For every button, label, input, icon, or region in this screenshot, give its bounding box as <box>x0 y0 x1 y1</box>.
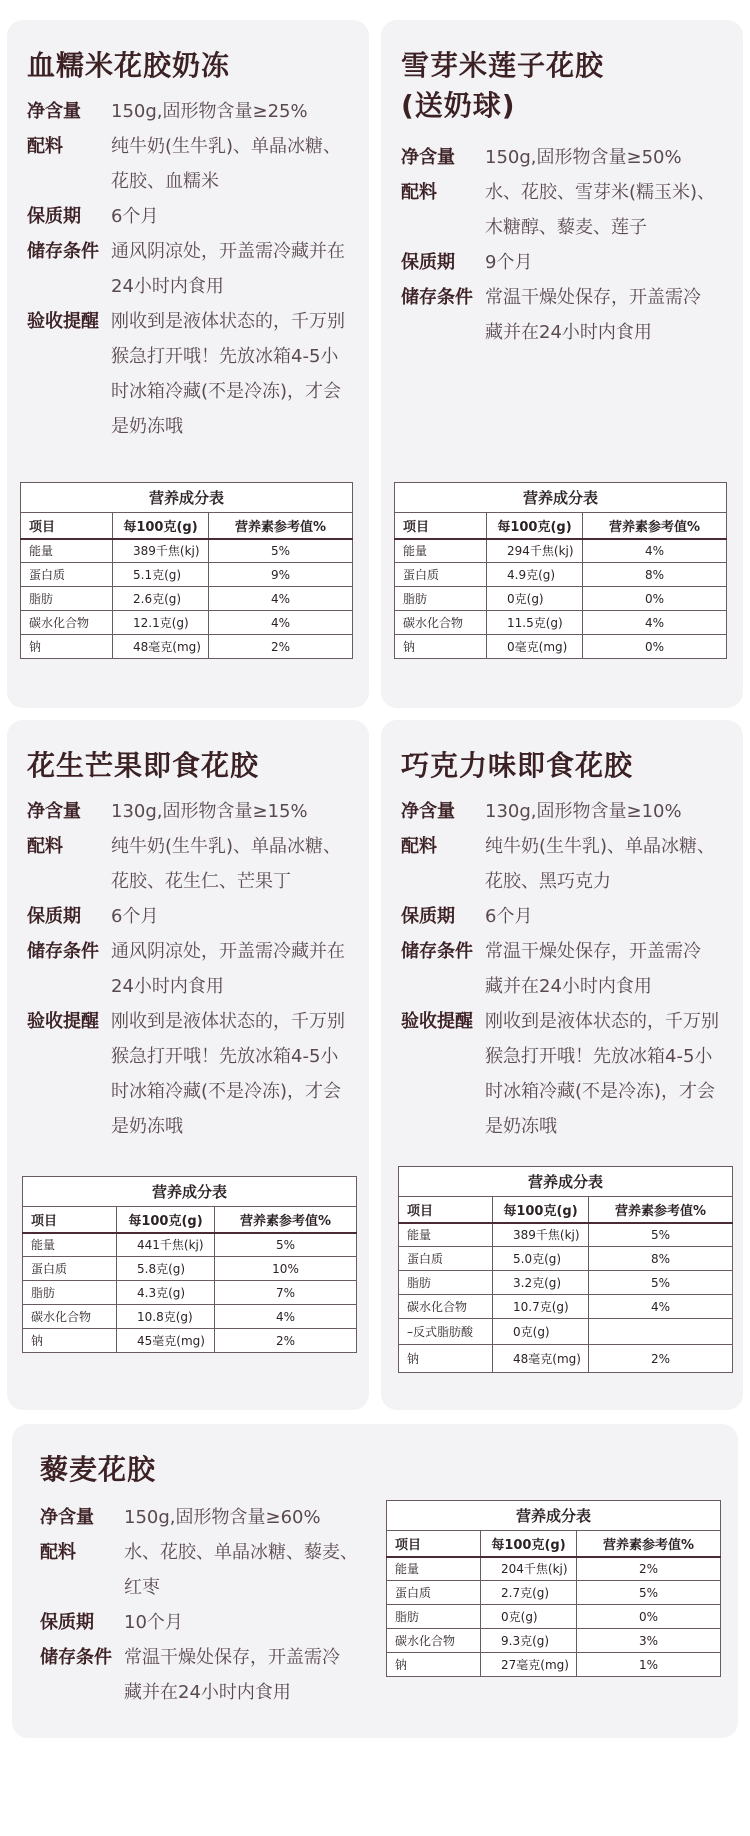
shelf-value: 6个月 <box>111 206 159 227</box>
col-per100g: 每100克(g) <box>117 1207 215 1233</box>
nutrition-table <box>386 1500 721 1677</box>
storage-label: 储存条件 <box>27 941 99 962</box>
col-nrv: 营养素参考值% <box>209 513 353 539</box>
col-item: 项目 <box>399 1197 493 1223</box>
table-row: 钠 45毫克(mg) 2% <box>23 1329 357 1353</box>
table-row: 钠 48毫克(mg) 2% <box>21 635 353 659</box>
reminder-label: 验收提醒 <box>401 1011 473 1032</box>
product-title: 花生芒果即食花胶 <box>27 749 260 782</box>
shelf-value: 6个月 <box>111 906 159 927</box>
ingredients-label: 配料 <box>401 182 437 203</box>
table-row: 碳水化合物 12.1克(g) 4% <box>21 611 353 635</box>
ingredients-value: 水、花胶、单晶冰糖、藜麦、 红枣 <box>124 1542 358 1598</box>
col-per100g: 每100克(g) <box>493 1197 589 1223</box>
table-row: 钠 48毫克(mg) 2% <box>399 1345 733 1373</box>
reminder-label: 验收提醒 <box>27 311 99 332</box>
table-row: 钠 27毫克(mg) 1% <box>387 1653 721 1677</box>
net-value: 150g,固形物含量≥50% <box>485 147 682 168</box>
table-row: 脂肪 4.3克(g) 7% <box>23 1281 357 1305</box>
reminder-value: 刚收到是液体状态的，千万别 猴急打开哦！先放冰箱4-5小 时冰箱冷藏(不是冷冻)，才会 是奶冻哦 <box>111 1011 345 1137</box>
nutrition-caption: 营养成分表 <box>399 1167 733 1197</box>
col-nrv: 营养素参考值% <box>589 1197 733 1223</box>
col-nrv: 营养素参考值% <box>215 1207 357 1233</box>
storage-value: 通风阴凉处，开盖需冷藏并在 24小时内食用 <box>111 241 345 297</box>
table-row: 脂肪 2.6克(g) 4% <box>21 587 353 611</box>
net-label: 净含量 <box>27 101 81 122</box>
product-title: 巧克力味即食花胶 <box>401 749 634 782</box>
product-title: 藜麦花胶 <box>40 1453 157 1486</box>
shelf-value: 10个月 <box>124 1612 183 1633</box>
table-row: 能量 204千焦(kj) 2% <box>387 1557 721 1581</box>
storage-value: 通风阴凉处，开盖需冷藏并在 24小时内食用 <box>111 941 345 997</box>
table-row: 能量 389千焦(kj) 5% <box>399 1223 733 1247</box>
col-item: 项目 <box>23 1207 117 1233</box>
storage-label: 储存条件 <box>401 941 473 962</box>
table-row: 能量 441千焦(kj) 5% <box>23 1233 357 1257</box>
nutrition-caption: 营养成分表 <box>21 483 353 513</box>
nutrition-table <box>20 482 353 659</box>
shelf-label: 保质期 <box>27 906 81 927</box>
reminder-value: 刚收到是液体状态的，千万别 猴急打开哦！先放冰箱4-5小 时冰箱冷藏(不是冷冻)，才会 是奶冻哦 <box>485 1011 719 1137</box>
shelf-label: 保质期 <box>40 1612 94 1633</box>
table-row: 脂肪 0克(g) 0% <box>395 587 727 611</box>
table-row: 蛋白质 5.0克(g) 8% <box>399 1247 733 1271</box>
net-value: 150g,固形物含量≥60% <box>124 1507 321 1528</box>
storage-label: 储存条件 <box>27 241 99 262</box>
net-label: 净含量 <box>40 1507 94 1528</box>
table-row: 碳水化合物 10.8克(g) 4% <box>23 1305 357 1329</box>
ingredients-label: 配料 <box>401 836 437 857</box>
net-value: 130g,固形物含量≥10% <box>485 801 682 822</box>
ingredients-value: 纯牛奶(生牛乳)、单晶冰糖、 花胶、血糯米 <box>111 136 342 192</box>
table-row: –反式脂肪酸 0克(g) <box>399 1319 733 1345</box>
table-row: 钠 0毫克(mg) 0% <box>395 635 727 659</box>
table-row: 蛋白质 5.8克(g) 10% <box>23 1257 357 1281</box>
shelf-label: 保质期 <box>401 906 455 927</box>
table-row: 能量 389千焦(kj) 5% <box>21 539 353 563</box>
ingredients-label: 配料 <box>27 836 63 857</box>
col-item: 项目 <box>395 513 487 539</box>
reminder-label: 验收提醒 <box>27 1011 99 1032</box>
table-row: 蛋白质 4.9克(g) 8% <box>395 563 727 587</box>
col-per100g: 每100克(g) <box>113 513 209 539</box>
shelf-value: 6个月 <box>485 906 533 927</box>
product-title: 血糯米花胶奶冻 <box>27 49 231 82</box>
shelf-label: 保质期 <box>27 206 81 227</box>
reminder-value: 刚收到是液体状态的，千万别 猴急打开哦！先放冰箱4-5小 时冰箱冷藏(不是冷冻)，才会 是奶冻哦 <box>111 311 345 437</box>
col-per100g: 每100克(g) <box>487 513 583 539</box>
col-item: 项目 <box>21 513 113 539</box>
col-per100g: 每100克(g) <box>481 1531 577 1557</box>
table-row: 蛋白质 2.7克(g) 5% <box>387 1581 721 1605</box>
table-row: 蛋白质 5.1克(g) 9% <box>21 563 353 587</box>
nutrition-caption: 营养成分表 <box>395 483 727 513</box>
storage-value: 常温干燥处保存，开盖需冷 藏并在24小时内食用 <box>485 287 701 343</box>
storage-value: 常温干燥处保存，开盖需冷 藏并在24小时内食用 <box>124 1647 340 1703</box>
ingredients-value: 水、花胶、雪芽米(糯玉米)、 木糖醇、藜麦、莲子 <box>485 182 716 238</box>
net-label: 净含量 <box>401 801 455 822</box>
ingredients-value: 纯牛奶(生牛乳)、单晶冰糖、 花胶、花生仁、芒果丁 <box>111 836 342 892</box>
shelf-value: 9个月 <box>485 252 533 273</box>
storage-value: 常温干燥处保存，开盖需冷 藏并在24小时内食用 <box>485 941 701 997</box>
net-label: 净含量 <box>401 147 455 168</box>
col-nrv: 营养素参考值% <box>583 513 727 539</box>
col-item: 项目 <box>387 1531 481 1557</box>
nutrition-table <box>22 1176 357 1353</box>
ingredients-label: 配料 <box>40 1542 76 1563</box>
net-value: 150g,固形物含量≥25% <box>111 101 308 122</box>
table-row: 脂肪 3.2克(g) 5% <box>399 1271 733 1295</box>
table-row: 脂肪 0克(g) 0% <box>387 1605 721 1629</box>
nutrition-caption: 营养成分表 <box>23 1177 357 1207</box>
nutrition-table <box>394 482 727 659</box>
product-title: 雪芽米莲子花胶 (送奶球) <box>401 49 605 122</box>
ingredients-label: 配料 <box>27 136 63 157</box>
table-row: 碳水化合物 11.5克(g) 4% <box>395 611 727 635</box>
storage-label: 储存条件 <box>401 287 473 308</box>
col-nrv: 营养素参考值% <box>577 1531 721 1557</box>
storage-label: 储存条件 <box>40 1647 112 1668</box>
table-row: 碳水化合物 10.7克(g) 4% <box>399 1295 733 1319</box>
nutrition-table <box>398 1166 733 1373</box>
nutrition-caption: 营养成分表 <box>387 1501 721 1531</box>
net-label: 净含量 <box>27 801 81 822</box>
ingredients-value: 纯牛奶(生牛乳)、单晶冰糖、 花胶、黑巧克力 <box>485 836 716 892</box>
table-row: 能量 294千焦(kj) 4% <box>395 539 727 563</box>
net-value: 130g,固形物含量≥15% <box>111 801 308 822</box>
table-row: 碳水化合物 9.3克(g) 3% <box>387 1629 721 1653</box>
shelf-label: 保质期 <box>401 252 455 273</box>
